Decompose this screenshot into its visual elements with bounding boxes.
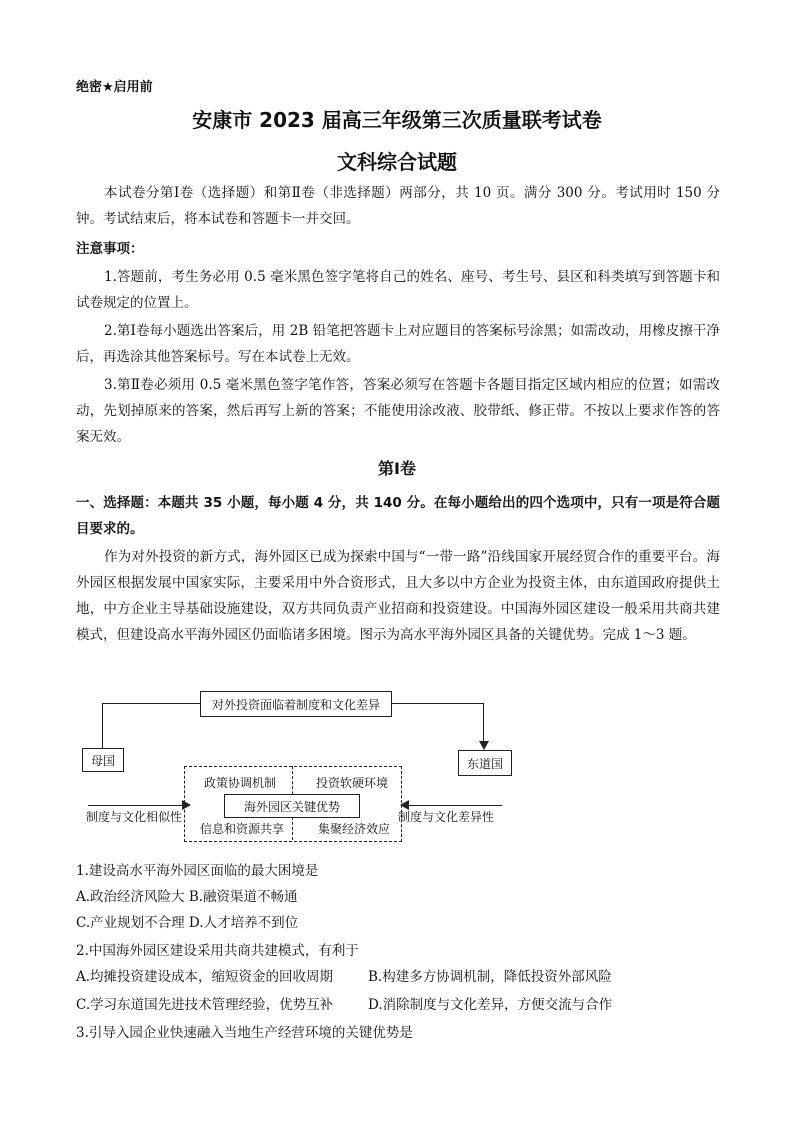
question-2-option-a: A.均摊投资建设成本，缩短资金的回收周期 xyxy=(76,969,334,985)
arrow-to-host xyxy=(479,741,489,750)
diagram-top-right-line xyxy=(392,703,484,704)
diagram-top-box: 对外投资面临着制度和文化差异 xyxy=(200,691,392,717)
notes-heading: 注意事项： xyxy=(76,241,144,257)
question-1-options-row-2: C.产业规划不合理 D.人才培养不到位 xyxy=(76,915,299,931)
diagram-host-country: 东道国 xyxy=(458,750,512,776)
diagram-right-vertical xyxy=(483,703,484,745)
question-1-stem: 1.建设高水平海外园区面临的最大困境是 xyxy=(76,863,319,879)
diagram-top-left-line xyxy=(102,703,200,704)
arrow-into-park xyxy=(182,800,191,810)
note-item-2: 2.第Ⅰ卷每小题选出答案后，用 2B 铅笔把答题卡上对应题目的答案标号涂黑；如需改动，用橡皮擦干净后，再选涂其他答案标号。写在本试卷上无效。 xyxy=(76,323,720,365)
question-2-option-b: B.构建多方协调机制，降低投资外部风险 xyxy=(368,969,612,985)
passage: 作为对外投资的新方式，海外园区已成为探索中国与“一带一路”沿线国家开展经贸合作的重要平台。海外园区根据发展中国家实际，主要采用中外合资形式，且大多以中方企业为投资主体，由东道国政府提供土地，中方企业主导基础设施建设，双方共同负责产业招商和投资建设。中国海外园区建设一般采用共商共建模式，但建设高水平海外园区仍面临诸多困境。图示为高水平海外园区具备的关键优势。完成 1～3 题。 xyxy=(76,549,720,643)
intro-paragraph: 本试卷分第Ⅰ卷（选择题）和第Ⅱ卷（非选择题）两部分，共 10 页。满分 300 分。考试用时 150 分钟。考试结束后，将本试卷和答题卡一并交回。 xyxy=(76,185,720,227)
exam-subtitle: 文科综合试题 xyxy=(337,150,457,174)
diagram-left-arrow-line xyxy=(88,805,186,806)
secrecy-label: 绝密★启用前 xyxy=(76,80,153,95)
diagram-q2: 投资软硬环境 xyxy=(316,776,389,790)
diagram-q3: 信息和资源共享 xyxy=(200,822,285,836)
diagram-right-arrow-line xyxy=(402,805,502,806)
question-3-stem: 3.引导入园企业快速融入当地生产经营环境的关键优势是 xyxy=(76,1025,413,1041)
diagram-q1: 政策协调机制 xyxy=(204,776,277,790)
exam-title: 安康市 2023 届高三年级第三次质量联考试卷 xyxy=(192,108,602,132)
diagram-right-label: 制度与文化差异性 xyxy=(398,810,495,824)
question-1-options-row-1: A.政治经济风险大 B.融资渠道不畅通 xyxy=(76,889,298,905)
advantage-diagram xyxy=(80,686,510,846)
diagram-q4: 集聚经济效应 xyxy=(318,822,391,836)
section-title: 第Ⅰ卷 xyxy=(378,459,416,478)
question-2-stem: 2.中国海外园区建设采用共商共建模式，有利于 xyxy=(76,943,359,959)
diagram-center-box: 海外园区关键优势 xyxy=(224,794,360,818)
diagram-left-label: 制度与文化相似性 xyxy=(86,810,183,824)
question-2-option-d: D.消除制度与文化差异，方便交流与合作 xyxy=(368,997,613,1013)
diagram-home-country: 母国 xyxy=(82,748,124,772)
diagram-left-vertical xyxy=(102,703,103,751)
note-item-3: 3.第Ⅱ卷必须用 0.5 毫米黑色签字笔作答，答案必须写在答题卡各题目指定区域内相应的位置；如需改动，先划掉原来的答案，然后再写上新的答案；不能使用涂改液、胶带纸、修正带。不按以上要求作答的答案无效。 xyxy=(76,377,720,445)
section-instruction: 一、选择题：本题共 35 小题，每小题 4 分，共 140 分。在每小题给出的四个选项中，只有一项是符合题目要求的。 xyxy=(76,495,720,537)
question-2-option-c: C.学习东道国先进技术管理经验，优势互补 xyxy=(76,997,334,1013)
note-item-1: 1.答题前，考生务必用 0.5 毫米黑色签字笔将自己的姓名、座号、考生号、县区和科类填写到答题卡和试卷规定的位置上。 xyxy=(76,269,720,311)
